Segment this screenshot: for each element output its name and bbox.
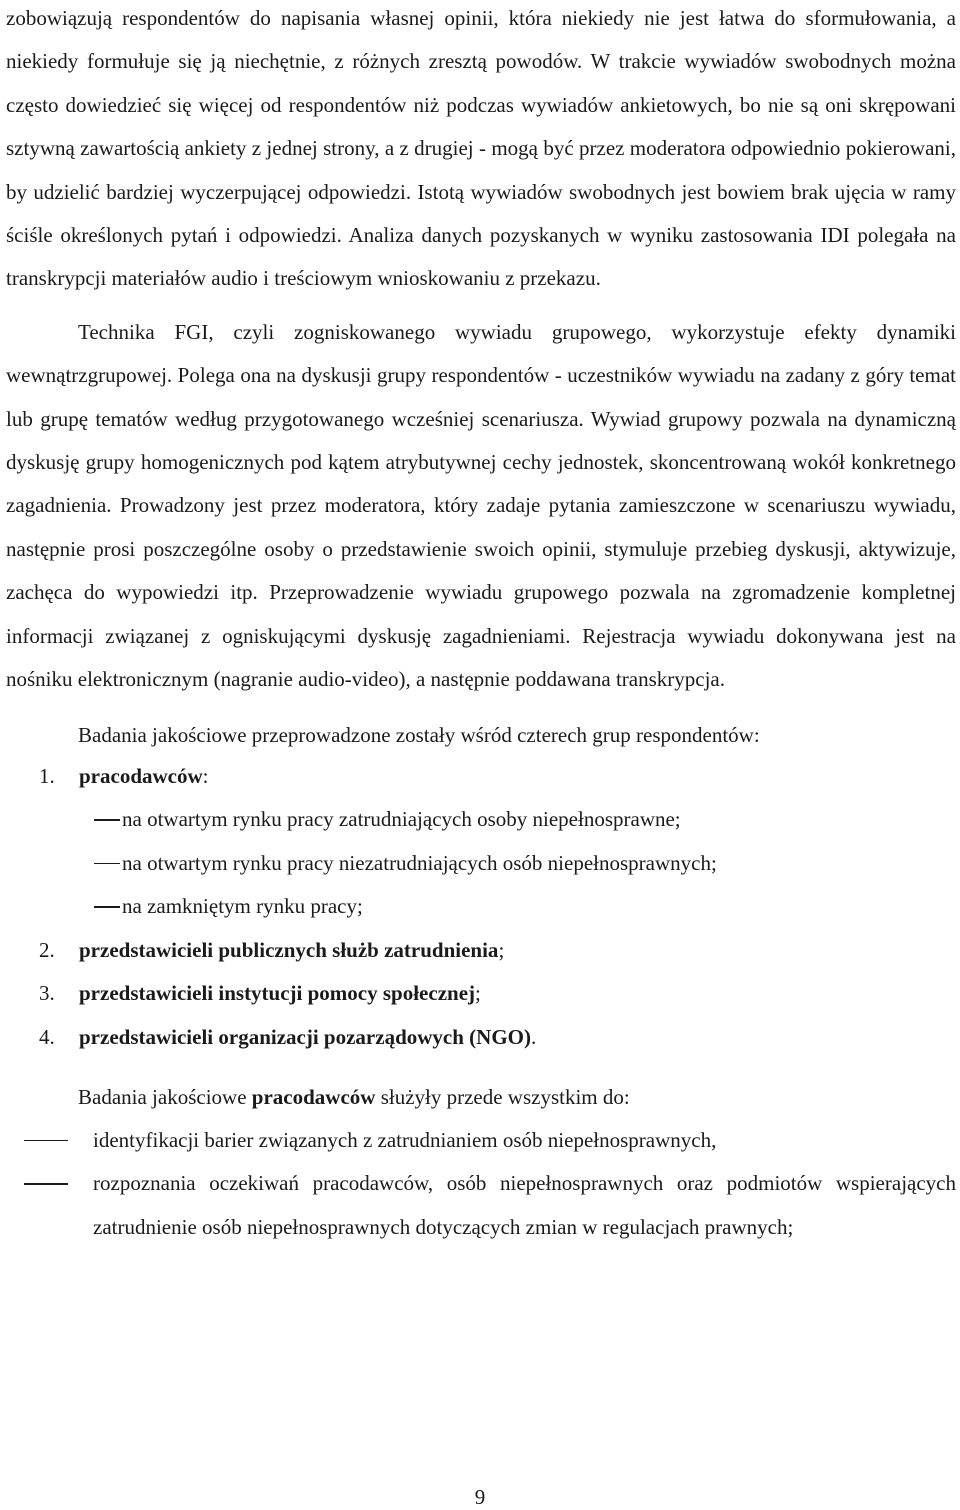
- list-item: 3. przedstawicieli instytucji pomocy społecznej;: [6, 972, 956, 1016]
- purpose-text: identyfikacji barier związanych z zatrudnianiem osób niepełnosprawnych,: [93, 1127, 717, 1152]
- paragraph-idi: zobowiązują respondentów do napisania własnej opinii, która niekiedy nie jest łatwa do sformułowania, a niekiedy formułuje się ją niechętnie, z różnych zresztą powodów. W trakcie wywiadów swobodnych można często dowiedzieć się więcej od respondentów niż podczas wywiadów ankietowych, bo nie są oni skrępowani sztywną zawartością ankiety z jednej strony, a z drugiej - mogą być przez moderatora odpowiednio pokierowani, by udzielić bardziej wyczerpującej odpowiedzi. Istotą wywiadów swobodnych jest bowiem brak ujęcia w ramy ściśle określonych pytań i odpowiedzi. Analiza danych pozyskanych w wyniku zastosowania IDI polegała na transkrypcji materiałów audio i treściowym wnioskowaniu z przekazu.: [6, 6, 956, 291]
- page-number: 9: [474, 1485, 486, 1509]
- list-number: 4.: [39, 1025, 55, 1050]
- list-item: 1. pracodawców:: [6, 755, 956, 799]
- list-item: 4. przedstawicieli organizacji pozarządowych (NGO).: [6, 1016, 956, 1060]
- list-number: 2.: [39, 937, 55, 962]
- list-item: [6, 885, 956, 929]
- list-item: [6, 1162, 956, 1249]
- subitem-text: na zamkniętym rynku pracy;: [122, 894, 363, 919]
- paragraph-groups-intro: Badania jakościowe przeprowadzone zostały wśród czterech grup respondentów:: [78, 722, 760, 747]
- dash-bullet: [94, 863, 120, 865]
- list-number: 3.: [39, 981, 55, 1006]
- list-item: 2. przedstawicieli publicznych służb zatrudnienia;: [6, 929, 956, 973]
- purpose-text: rozpoznania oczekiwań pracodawców, osób niepełnosprawnych oraz podmiotów wspierających zatrudnienie osób niepełnosprawnych dotyczących zmian w regulacjach prawnych;: [93, 1171, 956, 1239]
- groups-list: [6, 755, 956, 1060]
- list-item: [6, 842, 956, 886]
- list-item: [6, 1119, 956, 1163]
- dash-bullet: [94, 906, 120, 908]
- subitem-text: na otwartym rynku pracy zatrudniających osoby niepełnosprawne;: [122, 807, 681, 832]
- dash-bullet: [24, 1140, 68, 1142]
- subitem-text: na otwartym rynku pracy niezatrudniających osób niepełnosprawnych;: [122, 850, 717, 875]
- dash-bullet: [24, 1183, 68, 1185]
- group-label: przedstawicieli publicznych służb zatrudnienia: [79, 937, 499, 962]
- dash-bullet: [94, 819, 120, 821]
- list-number: 1.: [39, 763, 55, 788]
- purposes-list: [6, 1119, 956, 1250]
- group-label: pracodawców: [79, 763, 203, 788]
- group-label: przedstawicieli instytucji pomocy społecznej: [79, 981, 476, 1006]
- paragraph-fgi: Technika FGI, czyli zogniskowanego wywiadu grupowego, wykorzystuje efekty dynamiki wewnątrzgrupowej. Polega ona na dyskusji grupy respondentów - uczestników wywiadu na zadany z góry temat lub grupę tematów według przygotowanego wcześniej scenariusza. Wywiad grupowy pozwala na dynamiczną dyskusję grupy homogenicznych pod kątem atrybutywnej cechy jednostek, skoncentrowaną wokół konkretnego zagadnienia. Prowadzony jest przez moderatora, który zadaje pytania zamieszczone w scenariuszu wywiadu, następnie prosi poszczególne osoby o przedstawienie swoich opinii, stymuluje przebieg dyskusji, aktywizuje, zachęca do wypowiedzi itp. Przeprowadzenie wywiadu grupowego pozwala na zgromadzenie kompletnej informacji związanej z ogniskującymi dyskusję zagadnieniami. Rejestracja wywiadu dokonywana jest na nośniku elektronicznym (nagranie audio-video), a następnie poddawana transkrypcja.: [6, 319, 956, 692]
- paragraph-purposes-intro: Badania jakościowe pracodawców służyły przede wszystkim do:: [78, 1084, 630, 1109]
- document-page: [6, 0, 956, 1249]
- list-item: [6, 798, 956, 842]
- group-label: przedstawicieli organizacji pozarządowych (NGO): [79, 1025, 531, 1050]
